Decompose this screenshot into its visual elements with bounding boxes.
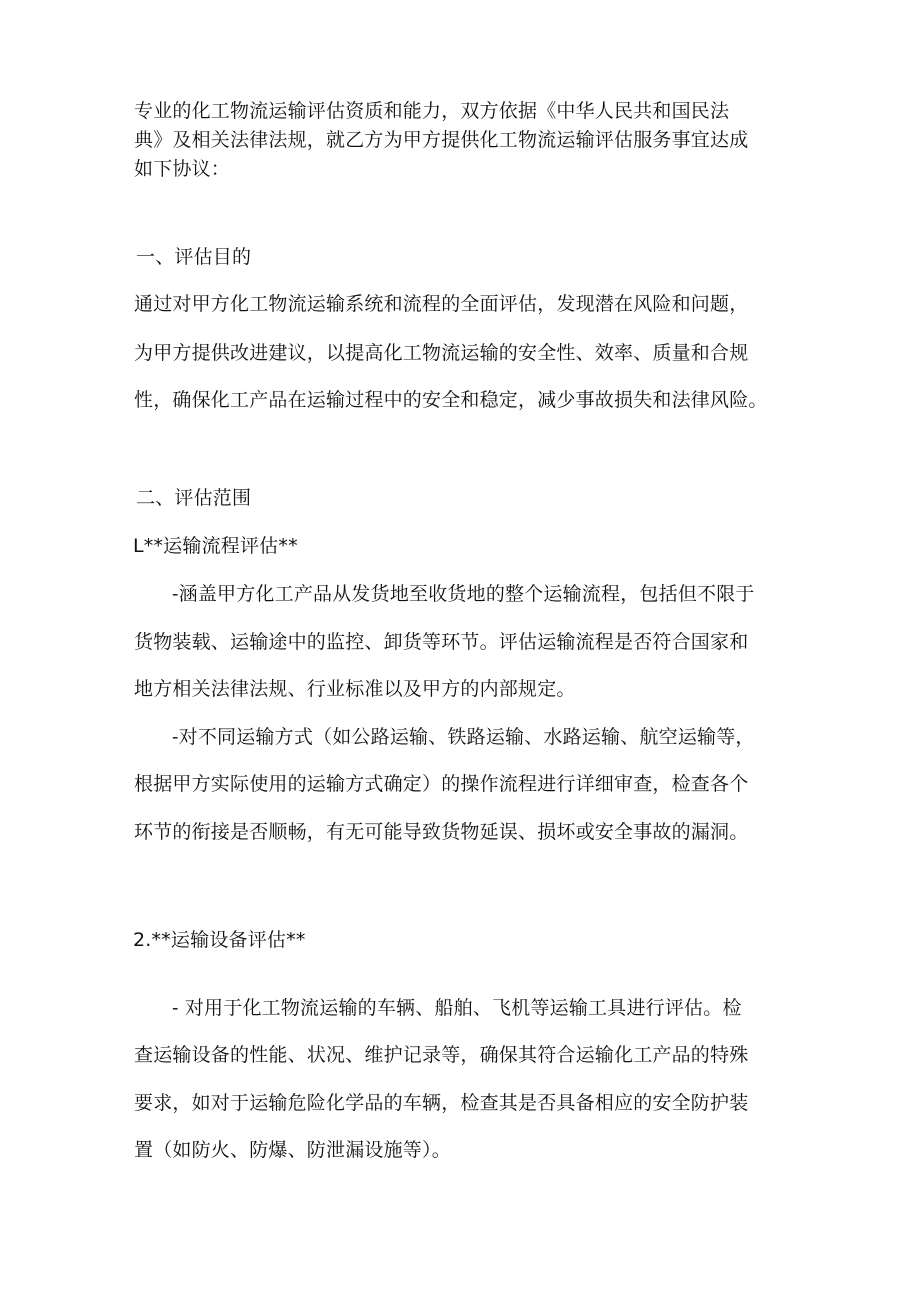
equipment-para1-line-3: 要求，如对于运输危险化学品的车辆，检查其是否具备相应的安全防护装	[134, 1092, 749, 1114]
subsection-title-equipment: 2.**运输设备评估**	[133, 929, 306, 951]
process-para1-line-3: 地方相关法律法规、行业标准以及甲方的内部规定。	[134, 678, 576, 700]
purpose-line-1: 通过对甲方化工物流运输系统和流程的全面评估，发现潜在风险和问题，	[134, 293, 749, 315]
process-para2-line-2: 根据甲方实际使用的运输方式确定）的操作流程进行详细审查，检查各个	[134, 773, 749, 795]
intro-line-1: 专业的化工物流运输评估资质和能力，双方依据《中华人民共和国民法	[134, 100, 730, 122]
equipment-para1-line-2: 查运输设备的性能、状况、维护记录等，确保其符合运输化工产品的特殊	[134, 1044, 749, 1066]
process-para1-line-2: 货物装载、运输途中的监控、卸货等环节。评估运输流程是否符合国家和	[134, 631, 749, 653]
section-heading-scope: 二、评估范围	[136, 487, 252, 509]
process-para1-line-1: -涵盖甲方化工产品从发货地至收货地的整个运输流程，包括但不限于	[172, 583, 755, 605]
intro-line-2: 典》及相关法律法规，就乙方为甲方提供化工物流运输评估服务事宜达成	[134, 129, 749, 151]
equipment-para1-line-4: 置（如防火、防爆、防泄漏设施等）。	[134, 1139, 451, 1161]
process-para2-line-1: -对不同运输方式（如公路运输、铁路运输、水路运输、航空运输等，	[172, 726, 755, 748]
purpose-line-3: 性，确保化工产品在运输过程中的安全和稳定，减少事故损失和法律风险。	[134, 389, 768, 411]
section-heading-purpose: 一、评估目的	[136, 246, 252, 268]
intro-line-3: 如下协议：	[134, 158, 231, 180]
purpose-line-2: 为甲方提供改进建议，以提高化工物流运输的安全性、效率、质量和合规	[134, 342, 749, 364]
process-para2-line-3: 环节的衔接是否顺畅，有无可能导致货物延误、损坏或安全事故的漏洞。	[134, 821, 749, 843]
subsection-title-process: L**运输流程评估**	[133, 535, 298, 557]
equipment-para1-line-1: - 对用于化工物流运输的车辆、船舶、飞机等运输工具进行评估。检	[172, 997, 742, 1019]
